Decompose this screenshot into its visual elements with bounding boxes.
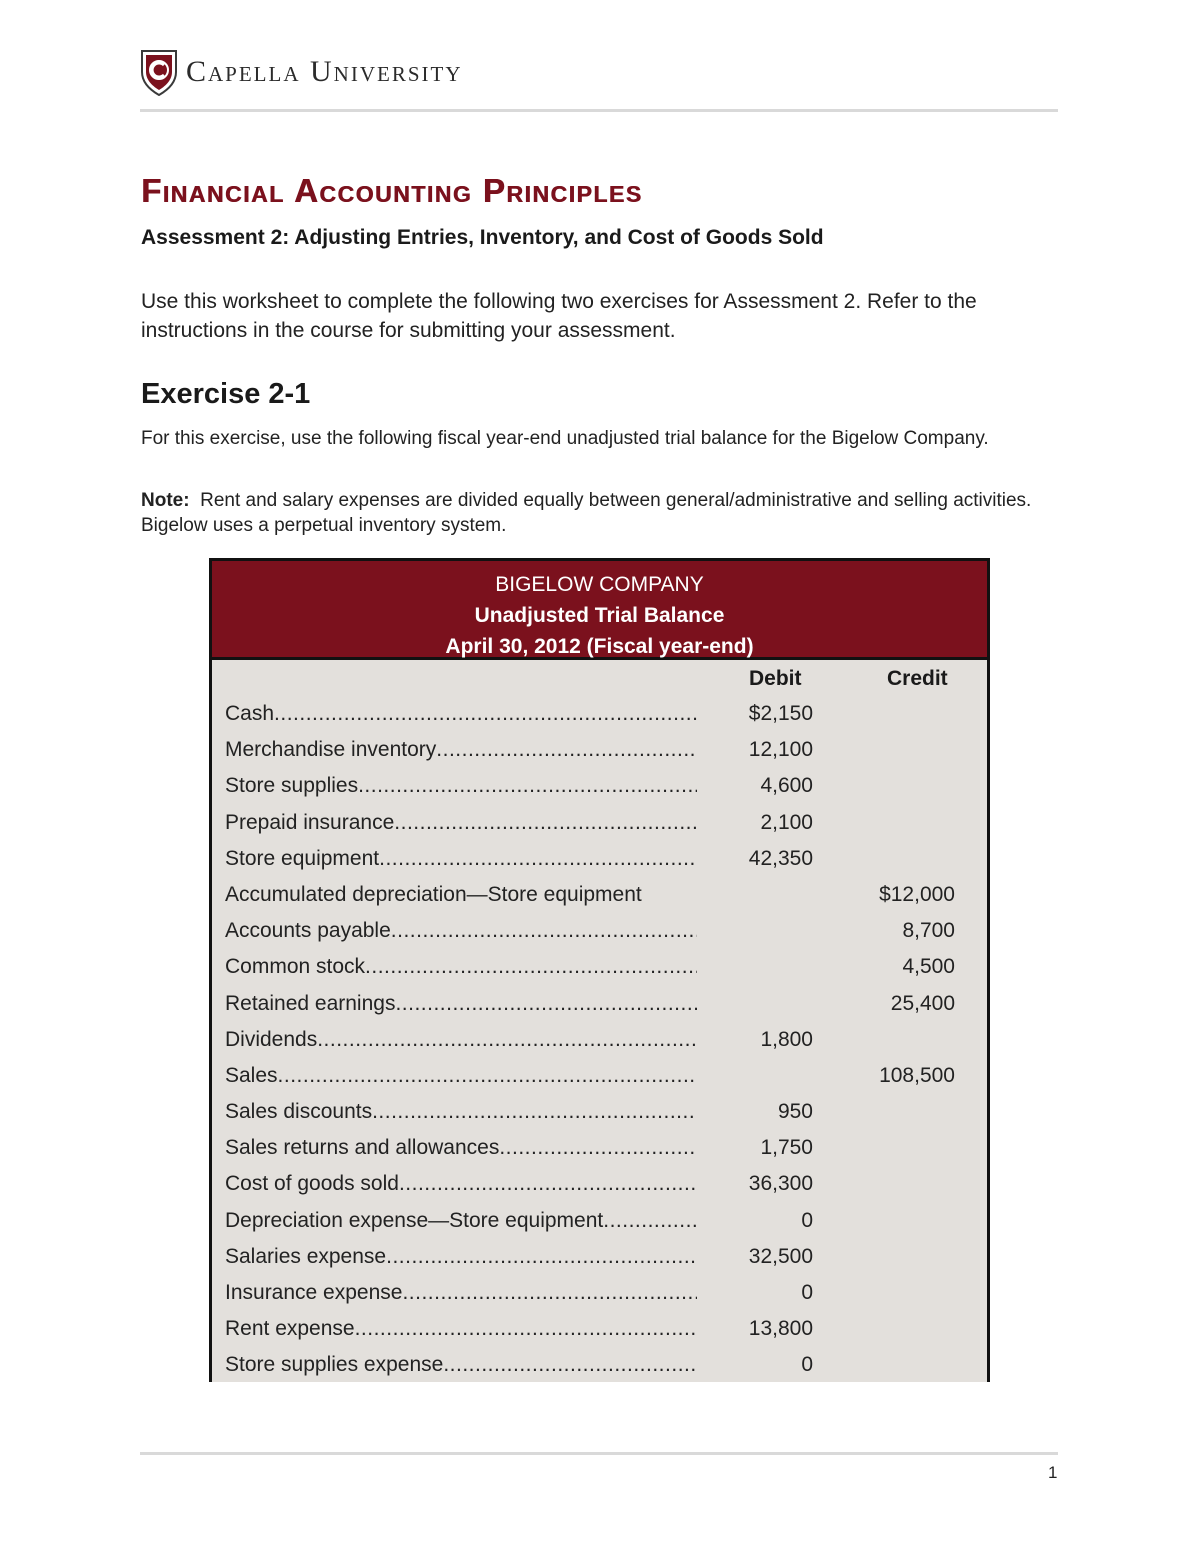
- table-row: [212, 1059, 987, 1095]
- account-name: Prepaid insurance .....: [225, 811, 697, 835]
- debit-amount: 32,500: [748, 1244, 813, 1268]
- assessment-title: Assessment 2: Adjusting Entries, Inventory, and Cost of Goods Sold: [141, 226, 824, 249]
- page-number: 1: [1048, 1463, 1058, 1482]
- trial-balance-header: [212, 561, 987, 660]
- footer-divider: [140, 1452, 1058, 1455]
- account-name: Store supplies expense .....: [225, 1353, 697, 1377]
- table-row: [212, 733, 987, 769]
- table-row: [212, 878, 987, 914]
- account-name: Cash .....: [225, 702, 697, 726]
- debit-amount: 0: [801, 1281, 813, 1304]
- account-name: Insurance expense .....: [225, 1281, 697, 1305]
- note-label: Note:: [141, 490, 190, 511]
- debit-amount: 0: [801, 1353, 813, 1377]
- account-name: Store supplies .....: [225, 774, 697, 798]
- account-name: Accounts payable .....: [225, 919, 697, 943]
- account-name: Store equipment .....: [225, 847, 697, 871]
- account-name: Sales returns and allowances .....: [225, 1136, 697, 1160]
- debit-amount: 42,350: [748, 846, 813, 870]
- table-row: [212, 950, 987, 986]
- credit-amount: $12,000: [879, 882, 955, 906]
- trial-balance-body: [212, 660, 987, 1385]
- debit-amount: $2,150: [748, 702, 813, 725]
- account-name: Depreciation expense—Store equipment .....: [225, 1209, 697, 1233]
- table-row: [212, 987, 987, 1023]
- account-name: Rent expense .....: [225, 1317, 697, 1341]
- statement-title: Unadjusted Trial Balance: [474, 604, 725, 627]
- capella-shield-icon: [140, 48, 178, 96]
- account-name: Salaries expense .....: [225, 1245, 697, 1269]
- statement-date: April 30, 2012 (Fiscal year-end): [445, 635, 754, 658]
- debit-amount: 2,100: [760, 810, 813, 834]
- exercise-heading: Exercise 2-1: [141, 378, 311, 410]
- debit-amount: 13,800: [748, 1317, 813, 1341]
- exercise-note: [141, 488, 1041, 538]
- table-row: [212, 1167, 987, 1203]
- account-name: Common stock .....: [225, 955, 697, 979]
- debit-amount: 0: [801, 1208, 813, 1232]
- table-row: [212, 1348, 987, 1384]
- account-name: Merchandise inventory .....: [225, 738, 697, 762]
- course-title: Financial Accounting Principles: [141, 172, 643, 209]
- table-row: [212, 1095, 987, 1131]
- account-name: Accumulated depreciation—Store equipment: [225, 882, 642, 906]
- debit-amount: 36,300: [748, 1172, 813, 1196]
- table-row: [212, 1276, 987, 1312]
- account-name: Sales discounts .....: [225, 1100, 697, 1124]
- credit-amount: 108,500: [879, 1063, 955, 1087]
- debit-amount: 12,100: [748, 738, 813, 762]
- debit-column-header: Debit: [749, 667, 802, 690]
- table-row: [212, 914, 987, 950]
- note-text: Rent and salary expenses are divided equally between general/administrative and selling activities. Bigelow uses a perpetual inventory system.: [141, 490, 1032, 536]
- header-divider: [140, 109, 1058, 112]
- credit-amount: 4,500: [902, 955, 955, 979]
- table-row: [212, 1240, 987, 1276]
- account-name: Sales .....: [225, 1064, 697, 1088]
- table-row: [212, 1131, 987, 1167]
- trial-balance-table: [209, 558, 990, 1382]
- debit-amount: 4,600: [760, 774, 813, 798]
- intro-paragraph: Use this worksheet to complete the following two exercises for Assessment 2. Refer to the instructions in the course for submitting your assessment.: [141, 290, 977, 342]
- account-name: Retained earnings .....: [225, 992, 697, 1016]
- company-name: BIGELOW COMPANY: [495, 573, 704, 596]
- table-row: [212, 1312, 987, 1348]
- exercise-description: For this exercise, use the following fiscal year-end unadjusted trial balance for the Bigelow Company.: [141, 428, 989, 449]
- university-wordmark: Capella University: [186, 55, 463, 88]
- table-row: [212, 1204, 987, 1240]
- table-row: [212, 1023, 987, 1059]
- credit-column-header: Credit: [887, 667, 948, 690]
- table-row: [212, 842, 987, 878]
- table-row: [212, 806, 987, 842]
- table-row: [212, 769, 987, 805]
- account-name: Dividends .....: [225, 1028, 697, 1052]
- debit-amount: 950: [777, 1100, 813, 1124]
- table-row: [212, 697, 987, 733]
- debit-amount: 1,800: [760, 1027, 813, 1051]
- debit-amount: 1,750: [760, 1136, 813, 1160]
- credit-amount: 8,700: [902, 919, 955, 943]
- credit-amount: 25,400: [890, 991, 955, 1015]
- column-headers: [212, 665, 987, 697]
- capella-logo: [140, 48, 463, 96]
- account-name: Cost of goods sold .....: [225, 1172, 697, 1196]
